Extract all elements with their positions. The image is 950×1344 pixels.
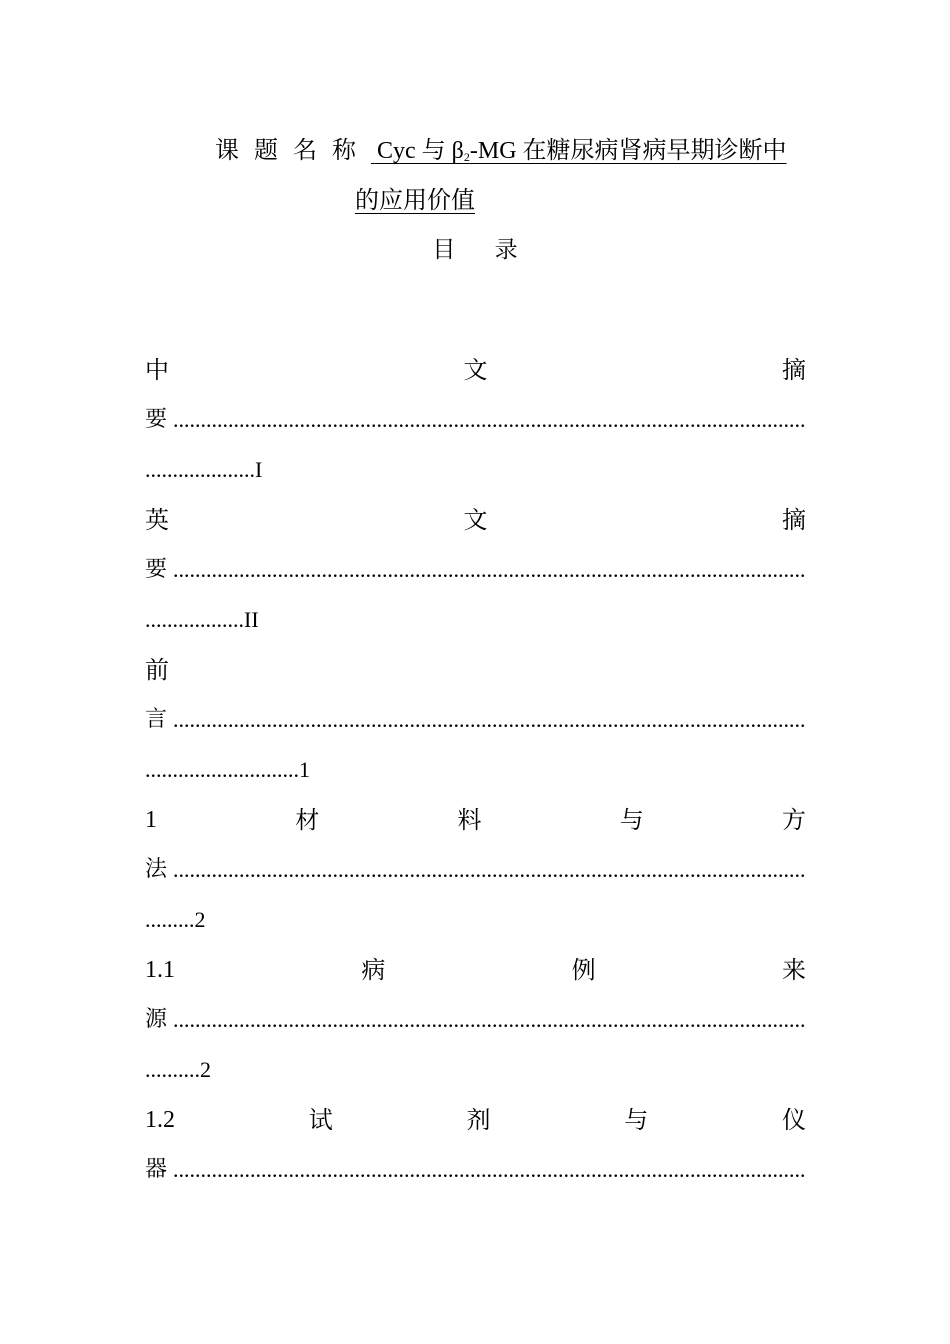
toc-entry-title-row [145, 645, 806, 695]
toc-entry-title-row [145, 1095, 806, 1145]
toc-title-char: 英 [145, 506, 169, 534]
toc-title-char: 与 [619, 806, 644, 834]
toc-entry-title-row [145, 345, 806, 395]
title-label-char: 称 [332, 138, 356, 164]
toc-title-char: 方 [782, 806, 806, 834]
toc-title-char: 病 [361, 956, 386, 984]
toc-entry[interactable] [145, 1095, 806, 1195]
toc-entry-page-row [145, 745, 806, 795]
toc-title-char: 与 [624, 1106, 649, 1134]
toc-section-number: 1.2 [145, 1107, 175, 1133]
toc-entry-page-row [145, 895, 806, 945]
title-value [371, 138, 787, 164]
toc-page-number: 2 [200, 1057, 211, 1082]
toc-section-number: 1 [145, 807, 157, 833]
toc-page-number: II [244, 607, 259, 632]
toc-title-char: 来 [781, 956, 806, 984]
toc-entry-title-row [145, 945, 806, 995]
toc-dot-leader: ............................ [145, 757, 299, 782]
title-subscript: 2 [463, 150, 470, 164]
title-line-2 [355, 181, 475, 221]
toc-dot-leader [173, 401, 806, 439]
toc-entry[interactable] [145, 345, 806, 495]
toc-dot-leader: .......... [145, 1057, 200, 1082]
toc-entry-leader-row [145, 995, 806, 1045]
title-label-char: 题 [254, 138, 278, 164]
toc-entry-title-row [145, 495, 806, 545]
toc-dot-leader: ......... [145, 907, 195, 932]
toc-page-number: 2 [194, 907, 206, 932]
toc-page-number: 1 [299, 757, 310, 782]
toc-dot-leader [173, 551, 806, 589]
toc-title-char: 试 [308, 1106, 333, 1134]
title-value-part: -MG 在糖尿病肾病早期诊断中 [469, 138, 787, 164]
title-value-continued: 的应用价值 [355, 188, 475, 214]
toc-entry[interactable] [145, 645, 806, 795]
toc-title-char: 仪 [782, 1106, 806, 1134]
toc-entry[interactable] [145, 795, 806, 945]
toc-heading: 目 录 [432, 237, 534, 263]
toc-section-number: 1.1 [145, 957, 175, 983]
title-label-char: 名 [293, 138, 317, 164]
toc-dot-leader: .................. [145, 607, 244, 632]
toc-page-number: I [255, 457, 263, 482]
toc-dot-leader [173, 851, 806, 889]
toc-title-char: 中 [145, 356, 169, 384]
toc-title-char: 前 [145, 656, 169, 684]
title-value-part: Cyc 与 β [371, 138, 464, 164]
toc-title-char: 材 [295, 806, 320, 834]
toc-title-char: 言 [145, 707, 168, 732]
toc-entry-leader-row [145, 545, 806, 595]
toc-entry-page-row [145, 595, 806, 645]
table-of-contents [145, 345, 806, 1195]
toc-dot-leader [173, 701, 806, 739]
toc-dot-leader [173, 1151, 806, 1189]
toc-entry-leader-row [145, 395, 806, 445]
title-line-1 [215, 131, 787, 177]
toc-title-char: 例 [571, 956, 596, 984]
title-label-char: 课 [215, 138, 239, 164]
toc-title-char: 法 [145, 857, 168, 882]
toc-entry[interactable] [145, 495, 806, 645]
toc-entry[interactable] [145, 945, 806, 1095]
toc-title-char: 剂 [466, 1106, 491, 1134]
toc-entry-page-row [145, 1045, 806, 1095]
toc-title-char: 料 [457, 806, 482, 834]
toc-title-char: 文 [463, 506, 488, 534]
toc-entry-leader-row [145, 845, 806, 895]
toc-dot-leader: .................... [145, 457, 255, 482]
toc-title-char: 文 [463, 356, 488, 384]
toc-title-char: 摘 [782, 506, 806, 534]
toc-title-char: 源 [145, 1007, 168, 1032]
toc-title-char: 器 [145, 1157, 168, 1182]
toc-entry-title-row [145, 795, 806, 845]
toc-dot-leader [173, 1001, 806, 1039]
toc-title-char: 要 [145, 557, 168, 582]
toc-title-char: 要 [145, 407, 168, 432]
toc-entry-page-row [145, 445, 806, 495]
toc-entry-leader-row [145, 1145, 806, 1195]
toc-title-char: 摘 [782, 356, 806, 384]
toc-entry-leader-row [145, 695, 806, 745]
